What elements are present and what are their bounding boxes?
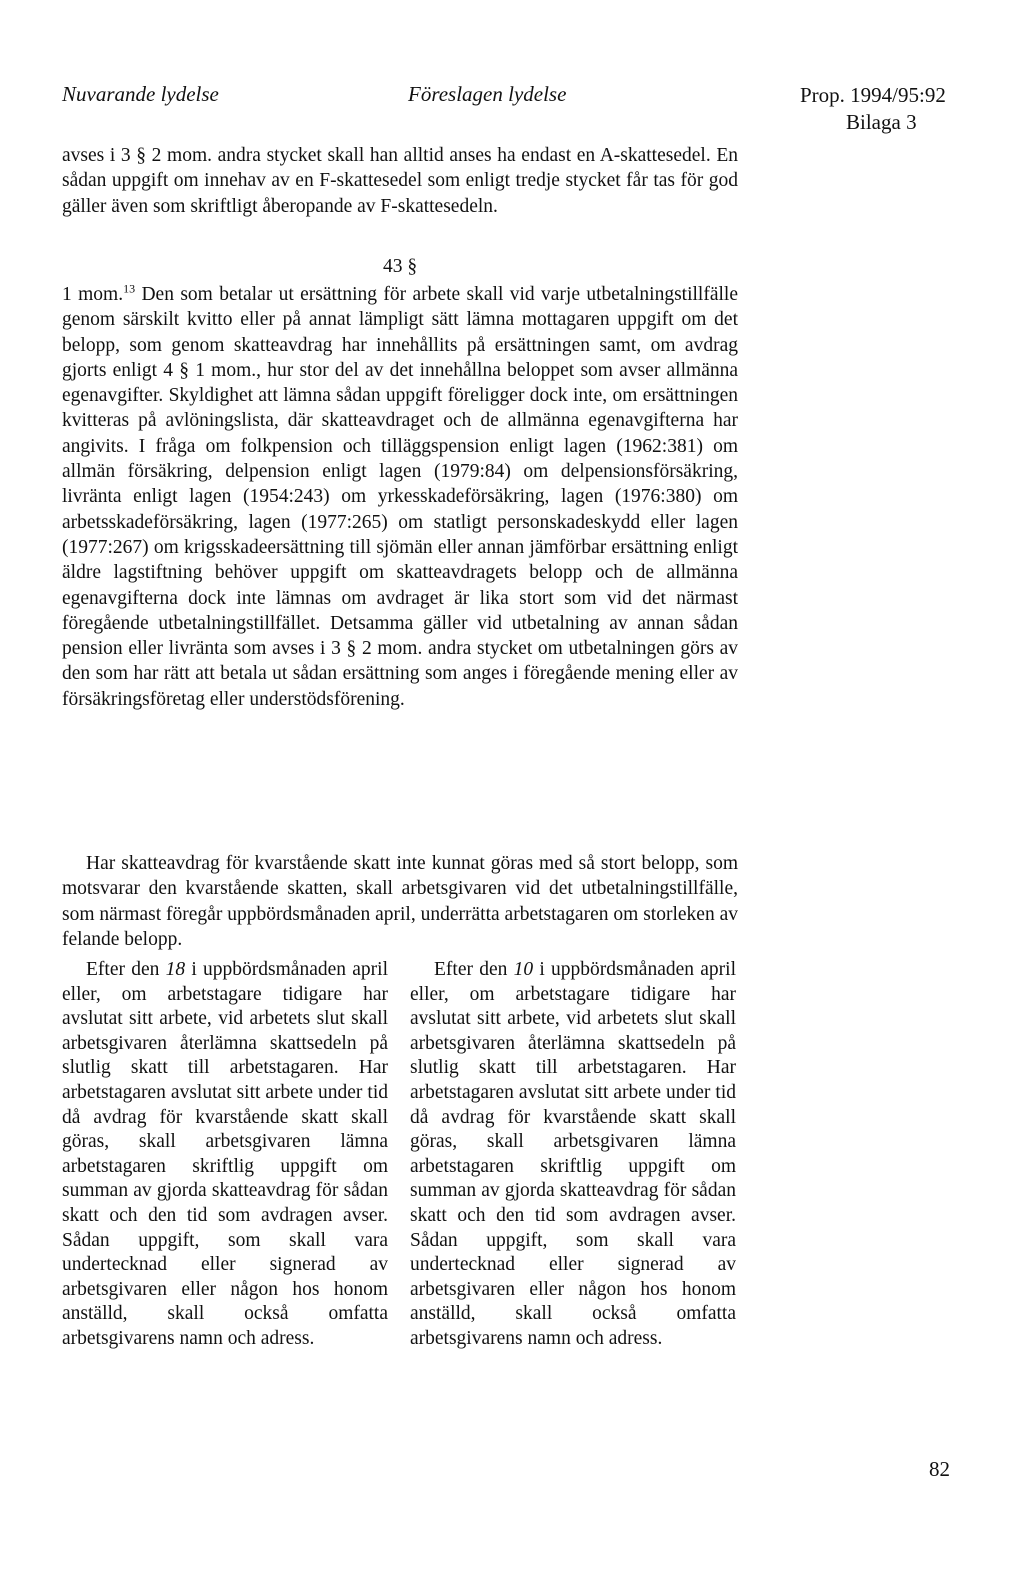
second-paragraph: Har skatteavdrag för kvarstående skatt inte kunnat göras med så stort belopp, som motsvarar den kvarstående skatten, skall arbetsgivaren vid det utbetalningstillfälle, som närmast föregår uppbördsmånaden april, underrätta arbetstagaren om storleken av felande belopp. <box>62 853 738 950</box>
proposed-wording-paragraph: Efter den 10 i uppbördsmånaden april eller, om arbetstagare tidigare har avslutat sitt arbete, vid arbetets slut skall arbetsgivaren återlämna skattsedeln på slutlig skatt till arbetstagaren. Har arbetstagaren avslutat sitt arbete under tid då avdrag för kvarstående skatt skall göras, skall arbetsgivaren lämna arbetstagaren skriftlig uppgift om summan av gjorda skatteavdrag för sådan skatt och den tid som avdragen avser. Sådan uppgift, som skall vara undertecknad eller signerad av arbetsgivaren eller någon hos honom anställd, skall också omfatta arbetsgivarens namn och adress. <box>410 959 736 1349</box>
appendix-label: Bilaga 3 <box>846 110 917 134</box>
header-proposed-wording: Föreslagen lydelse <box>408 82 567 106</box>
page-number: 82 <box>929 1457 950 1481</box>
current-day: 18 <box>165 959 186 980</box>
proposed-wording-column <box>410 958 736 1352</box>
mom-text: Den som betalar ut ersättning för arbete skall vid varje utbetalningstillfälle genom särskilt kvitto eller på annat lämpligt sätt lämna mottagaren uppgift om det belopp, som genom skatteavdrag har innehållits på ersättningen samt, om avdrag gjorts enligt 4 § 1 mom., hur stor del av det innehållna beloppet som avser allmänna egenavgifter. Skyldighet att lämna sådan uppgift föreligger dock inte, om ersättningen kvitteras på avlöningslista, där skatteavdraget och de allmänna egenavgifterna har angivits. I fråga om folkpension och tilläggspension enligt lagen (1962:381) om allmän försäkring, delpension enligt lagen (1979:84) om delpensionsförsäkring, livränta enligt lagen (1954:243) om yrkesskadeförsäkring, lagen (1976:380) om arbetsskadeförsäkring, lagen (1977:265) om statligt personskadeskydd eller lagen (1977:267) om krigsskadeersättning till sjömän eller annan jämförbar ersättning enligt äldre lagstiftning behöver uppgift om skatteavdragets belopp och de allmänna egenavgifterna dock inte lämnas om avdraget är lika stort som vid det närmast föregående utbetalningstillfället. Detsamma gäller vid utbetalning av annan sådan pension eller livränta som avses i 3 § 2 mom. andra stycket om utbetalningen görs av den som har rätt att betala ut sådan ersättning som anges i föregående mening eller av försäkringsföretag eller understödsförening. <box>62 284 738 710</box>
header-current-wording: Nuvarande lydelse <box>62 82 219 106</box>
current-wording-paragraph: Efter den 18 i uppbördsmånaden april eller, om arbetstagare tidigare har avslutat sitt arbete, vid arbetets slut skall arbetsgivaren återlämna skattsedeln på slutlig skatt till arbetstagaren. Har arbetstagaren avslutat sitt arbete under tid då avdrag för kvarstående skatt skall göras, skall arbetsgivaren lämna arbetstagaren skriftlig uppgift om summan av gjorda skatteavdrag för sådan skatt och den tid som avdragen avser. Sådan uppgift, som skall vara undertecknad eller signerad av arbetsgivaren eller någon hos honom anställd, skall också omfatta arbetsgivarens namn och adress. <box>62 959 388 1349</box>
proposition-reference <box>800 82 946 136</box>
current-wording-column <box>62 958 388 1352</box>
intro-paragraph: avses i 3 § 2 mom. andra stycket skall han alltid anses ha endast en A-skattesedel. En sådan uppgift om innehav av en F-skattesedel som enligt tredje stycket får tas för god gäller även som skriftligt åberopande av F-skattesedeln. <box>62 145 738 217</box>
footnote-reference: 13 <box>123 281 136 296</box>
mom-paragraph <box>62 282 738 712</box>
section-heading: 43 § <box>382 256 418 277</box>
proposition-number: Prop. 1994/95:92 <box>800 83 946 107</box>
proposed-day: 10 <box>513 959 534 980</box>
mom-label: 1 mom. <box>62 284 124 305</box>
